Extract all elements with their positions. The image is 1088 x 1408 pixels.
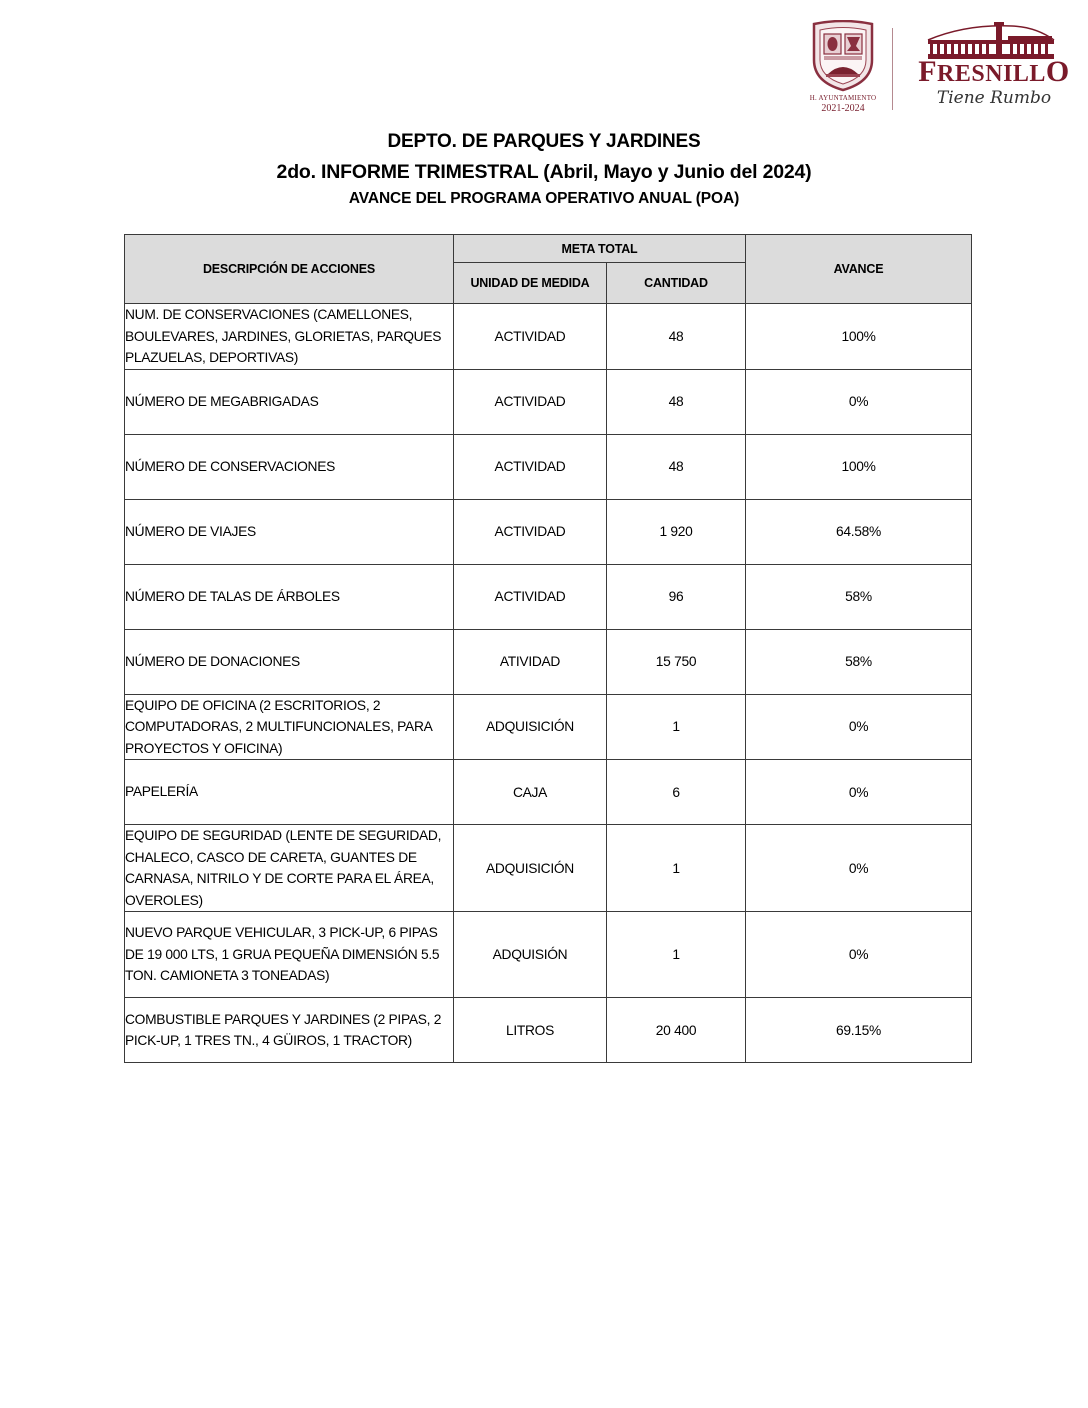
- row-unit: ADQUISICIÓN: [454, 694, 607, 760]
- row-quantity: 48: [607, 304, 746, 370]
- ayuntamiento-crest: [802, 20, 884, 114]
- table-row: [125, 499, 972, 564]
- row-advance: 100%: [746, 304, 972, 370]
- row-advance: 69.15%: [746, 998, 972, 1063]
- row-description: NÚMERO DE TALAS DE ÁRBOLES: [125, 564, 454, 629]
- table-row: [125, 760, 972, 825]
- row-unit: ACTIVIDAD: [454, 369, 607, 434]
- city-tagline: Tiene Rumbo: [936, 88, 1052, 108]
- header-quantity: CANTIDAD: [607, 263, 746, 304]
- row-quantity: 96: [607, 564, 746, 629]
- row-quantity: 1: [607, 694, 746, 760]
- row-advance: 0%: [746, 369, 972, 434]
- table-row: [125, 694, 972, 760]
- row-advance: 58%: [746, 629, 972, 694]
- crest-caption-title: H. AYUNTAMIENTO: [809, 94, 877, 102]
- document-header: [0, 128, 1088, 210]
- city-name-final: O: [1045, 55, 1070, 88]
- table-row: [125, 998, 972, 1063]
- department-title: DEPTO. DE PARQUES Y JARDINES: [387, 131, 701, 152]
- row-description: NUM. DE CONSERVACIONES (CAMELLONES, BOULEVARES, JARDINES, GLORIETAS, PARQUES PLAZUELAS, DEPORTIVAS): [125, 304, 454, 370]
- row-quantity: 1: [607, 825, 746, 912]
- row-advance: 64.58%: [746, 499, 972, 564]
- city-name: [906, 56, 1082, 90]
- table-row: [125, 434, 972, 499]
- table-row: [125, 825, 972, 912]
- table-row: [125, 629, 972, 694]
- row-description: COMBUSTIBLE PARQUES Y JARDINES (2 PIPAS, 2 PICK-UP, 1 TRES TN., 4 GÜIROS, 1 TRACTOR): [125, 998, 454, 1063]
- row-unit: ACTIVIDAD: [454, 564, 607, 629]
- row-unit: ATIVIDAD: [454, 629, 607, 694]
- row-quantity: 1 920: [607, 499, 746, 564]
- header-description: DESCRIPCIÓN DE ACCIONES: [125, 235, 454, 304]
- table-row: [125, 369, 972, 434]
- city-skyline-icon: [926, 20, 1056, 60]
- row-quantity: 6: [607, 760, 746, 825]
- table-row: [125, 564, 972, 629]
- row-unit: ACTIVIDAD: [454, 434, 607, 499]
- row-quantity: 48: [607, 369, 746, 434]
- header-meta-total: META TOTAL: [454, 235, 746, 263]
- report-subtitle: 2do. INFORME TRIMESTRAL (Abril, Mayo y Junio del 2024): [276, 161, 812, 183]
- row-unit: ACTIVIDAD: [454, 304, 607, 370]
- header-advance: AVANCE: [746, 235, 972, 304]
- row-description: NUEVO PARQUE VEHICULAR, 3 PICK-UP, 6 PIPAS DE 19 000 LTS, 1 GRUA PEQUEÑA DIMENSIÓN 5.5 TON. CAMIONETA 3 TONEADAS): [125, 912, 454, 998]
- row-advance: 0%: [746, 760, 972, 825]
- row-advance: 0%: [746, 912, 972, 998]
- coat-of-arms-icon: [810, 20, 876, 92]
- fresnillo-logo: [902, 18, 1082, 116]
- row-unit: ADQUISIÓN: [454, 912, 607, 998]
- row-unit: ADQUISICIÓN: [454, 825, 607, 912]
- logo-divider: [892, 28, 893, 110]
- row-advance: 0%: [746, 694, 972, 760]
- row-description: NÚMERO DE MEGABRIGADAS: [125, 369, 454, 434]
- city-name-initial: F: [918, 55, 938, 88]
- table-row: [125, 912, 972, 998]
- row-unit: LITROS: [454, 998, 607, 1063]
- table-row: [125, 304, 972, 370]
- row-unit: CAJA: [454, 760, 607, 825]
- row-quantity: 48: [607, 434, 746, 499]
- poa-table: [124, 234, 972, 1063]
- row-unit: ACTIVIDAD: [454, 499, 607, 564]
- row-description: NÚMERO DE VIAJES: [125, 499, 454, 564]
- row-description: PAPELERÍA: [125, 760, 454, 825]
- row-quantity: 1: [607, 912, 746, 998]
- row-quantity: 20 400: [607, 998, 746, 1063]
- city-name-middle: RESNILL: [937, 61, 1046, 87]
- header-unit: UNIDAD DE MEDIDA: [454, 263, 607, 304]
- row-description: NÚMERO DE CONSERVACIONES: [125, 434, 454, 499]
- row-description: EQUIPO DE SEGURIDAD (LENTE DE SEGURIDAD, CHALECO, CASCO DE CARETA, GUANTES DE CARNASA, NITRILO Y DE CORTE PARA EL ÁREA, OVEROLES): [125, 825, 454, 912]
- section-title: AVANCE DEL PROGRAMA OPERATIVO ANUAL (POA): [348, 190, 740, 207]
- crest-caption-years: 2021-2024: [821, 103, 865, 114]
- row-description: NÚMERO DE DONACIONES: [125, 629, 454, 694]
- row-quantity: 15 750: [607, 629, 746, 694]
- row-advance: 0%: [746, 825, 972, 912]
- row-advance: 100%: [746, 434, 972, 499]
- row-description: EQUIPO DE OFICINA (2 ESCRITORIOS, 2 COMPUTADORAS, 2 MULTIFUNCIONALES, PARA PROYECTOS Y OFICINA): [125, 694, 454, 760]
- row-advance: 58%: [746, 564, 972, 629]
- header-logos: [798, 18, 1083, 116]
